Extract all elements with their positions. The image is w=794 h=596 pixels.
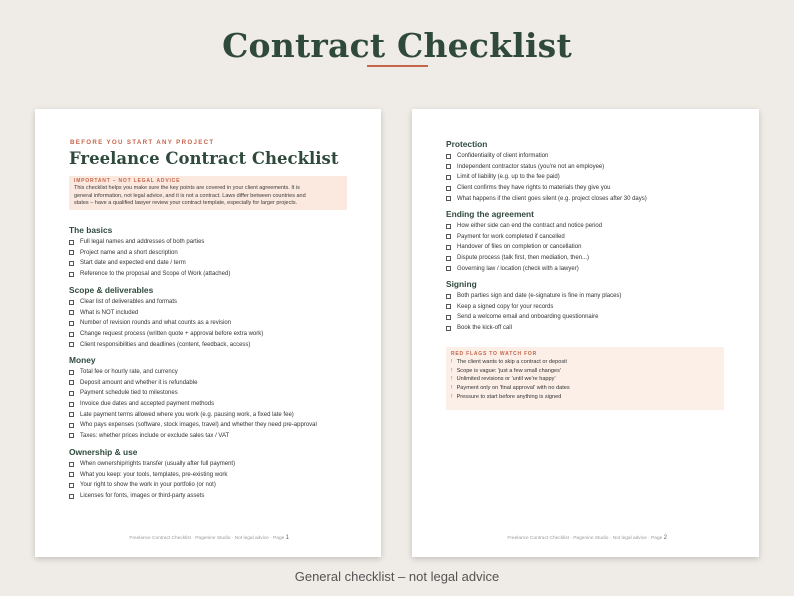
checklist-item[interactable] [446,172,736,183]
item-label: Independent contractor status (you're not an employee) [457,163,605,170]
page-footer [507,535,667,541]
item-label: Invoice due dates and accepted payment methods [80,401,215,408]
section-heading: The basics [69,225,113,235]
red-flag-text: Unlimited revisions or 'until we're happy' [456,376,556,383]
checkbox[interactable] [446,196,451,201]
item-label: Send a welcome email and onboarding questionnaire [457,314,599,321]
checkbox[interactable] [446,326,451,331]
checklist-item[interactable] [446,151,736,162]
section-heading: Ending the agreement [446,209,534,219]
checkbox[interactable] [69,310,74,315]
item-label: Your right to show the work in your portfolio (or not) [80,482,216,489]
red-flag-item [451,367,719,376]
checkbox[interactable] [446,256,451,261]
checklist-item[interactable] [446,302,736,313]
item-label: Client responsibilities and deadlines (content, feedback, access) [80,341,251,348]
item-label: Project name and a short description [80,249,178,256]
notice-line: states – have a qualified lawyer review your contract template, especially for larger projects. [74,200,298,207]
item-label: Full legal names and addresses of both parties [80,239,205,246]
document-title: Freelance Contract Checklist [69,149,339,168]
red-flag-text: Scope is vague: 'just a few small changes' [456,367,561,374]
checkbox[interactable] [69,423,74,428]
checkbox[interactable] [69,433,74,438]
eyebrow-label: BEFORE YOU START ANY PROJECT [70,139,215,146]
item-label: Payment for work completed if cancelled [457,233,565,240]
warning-icon: ! [451,367,453,374]
item-label: Handover of files on completion or cancellation [457,244,582,251]
checkbox[interactable] [69,391,74,396]
section-ending-agreement [446,208,736,274]
footer-text: Freelance Contract Checklist · Pagenine Studio · Not legal advice · Page [129,536,285,541]
section-signing [446,278,736,333]
checklist-item[interactable] [446,232,736,243]
section-heading: Money [69,355,96,365]
item-label: Limit of liability (e.g. up to the fee paid) [457,174,560,181]
section-protection [446,138,736,204]
checklist-item[interactable] [446,183,736,194]
checklist-item[interactable] [69,480,359,491]
checklist-item[interactable] [446,323,736,334]
checklist-item[interactable] [69,248,359,259]
item-label: Reference to the proposal and Scope of Work (attached) [80,271,231,278]
checkbox[interactable] [446,186,451,191]
checklist-item[interactable] [69,399,359,410]
red-flag-item [451,375,719,384]
checkbox[interactable] [446,315,451,320]
red-flag-item [451,384,719,393]
checkbox[interactable] [69,332,74,337]
item-label: Deposit amount and whether it is refundable [80,379,198,386]
warning-icon: ! [451,393,453,400]
warning-icon: ! [451,376,453,383]
checklist-item[interactable] [69,269,359,280]
checklist-item[interactable] [69,491,359,502]
section-ownership-use [69,446,359,501]
red-flags-box [446,347,724,410]
checklist-item[interactable] [69,431,359,442]
red-flag-text: Payment only on 'final approval' with no dates [456,385,570,392]
red-flag-text: Pressure to start before anything is signed [456,393,562,400]
item-label: Book the kick-off call [457,325,512,332]
red-flag-item [451,393,719,402]
notice-label: IMPORTANT – NOT LEGAL ADVICE [74,178,181,184]
section-heading: Signing [446,279,477,289]
checkbox[interactable] [446,224,451,229]
item-label: Dispute process (talk first, then mediation, then...) [457,255,590,262]
notice-body [74,185,342,208]
item-label: What is NOT included [80,309,139,316]
page-footer [129,535,289,541]
checklist-item[interactable] [69,367,359,378]
checklist-item[interactable] [69,329,359,340]
caption: General checklist – not legal advice [294,569,500,584]
item-label: Both parties sign and date (e-signature is fine in many places) [457,293,622,300]
page-title: Contract Checklist [222,26,572,65]
page-number: 2 [663,535,667,541]
title-underline [367,65,428,67]
item-label: Start date and expected end date / term [80,260,186,267]
item-label: What you keep: your tools, templates, pre-existing work [80,471,228,478]
notice-line: This checklist helps you make sure the key points are covered in your client agreements. It is [74,185,300,191]
item-label: Total fee or hourly rate, and currency [80,369,178,376]
document-page-1 [35,109,381,557]
item-label: What happens if the client goes silent (e.g. project closes after 30 days) [457,195,647,202]
red-flag-text: The client wants to skip a contract or deposit [456,359,567,365]
notice-line: general information, not legal advice, and it is not a contract. Laws differ between countries and [74,192,306,199]
section-scope-deliverables [69,284,359,350]
item-label: Change request process (written quote + approval before extra work) [80,331,264,338]
item-label: Licenses for fonts, images or third-party assets [80,493,205,500]
checklist-item[interactable] [69,237,359,248]
item-label: Confidentiality of client information [457,153,549,160]
checkbox[interactable] [69,272,74,277]
checklist-item[interactable] [69,318,359,329]
document-page-2 [412,109,759,557]
checkbox[interactable] [446,304,451,309]
checklist-item[interactable] [446,263,736,274]
item-label: How either side can end the contract and notice period [457,223,603,230]
warning-icon: ! [451,385,453,392]
checklist-item[interactable] [69,258,359,269]
checklist-item[interactable] [69,388,359,399]
checkbox[interactable] [69,412,74,417]
checkbox[interactable] [69,483,74,488]
checkbox[interactable] [69,261,74,266]
legal-notice-box [69,176,347,210]
section-heading: Scope & deliverables [69,285,154,295]
item-label: Number of revision rounds and what counts as a revision [80,320,232,327]
checkbox[interactable] [69,300,74,305]
checkbox[interactable] [446,234,451,239]
item-label: Governing law / location (check with a lawyer) [457,265,579,272]
checklist-item[interactable] [446,193,736,204]
checkbox[interactable] [69,472,74,477]
checklist-item[interactable] [69,409,359,420]
checkbox[interactable] [69,494,74,499]
warning-icon: ! [451,359,453,365]
page-number: 1 [285,535,289,541]
checkbox[interactable] [69,240,74,245]
checkbox[interactable] [446,294,451,299]
item-label: When ownership/rights transfer (usually after full payment) [80,461,236,468]
checklist-item[interactable] [69,470,359,481]
checkbox[interactable] [446,164,451,169]
checklist-item[interactable] [446,162,736,173]
item-label: Late payment terms allowed where you work (e.g. pausing work, a fixed late fee) [80,411,294,418]
item-label: Payment schedule tied to milestones [80,390,178,397]
section-money [69,354,359,441]
section-the-basics [69,224,359,279]
checklist-item[interactable] [69,378,359,389]
checkbox[interactable] [69,321,74,326]
red-flags-label: RED FLAGS TO WATCH FOR [451,351,538,357]
checklist-item[interactable] [69,308,359,319]
checklist-item[interactable] [446,312,736,323]
checkbox[interactable] [446,266,451,271]
item-label: Clear list of deliverables and formats [80,299,178,306]
checkbox[interactable] [69,380,74,385]
item-label: Who pays expenses (software, stock images, travel) and whether they need pre-approval [80,422,317,429]
checkbox[interactable] [69,370,74,375]
checklist-item[interactable] [69,459,359,470]
section-heading: Protection [446,139,488,149]
checklist-item[interactable] [446,242,736,253]
checkbox[interactable] [446,154,451,159]
checkbox[interactable] [69,342,74,347]
checkbox[interactable] [69,250,74,255]
item-label: Keep a signed copy for your records [457,303,554,310]
checklist-item[interactable] [69,420,359,431]
section-heading: Ownership & use [69,447,138,457]
checklist-item[interactable] [446,291,736,302]
item-label: Taxes: whether prices include or exclude sales tax / VAT [80,432,230,439]
checkbox[interactable] [69,402,74,407]
checkbox[interactable] [446,245,451,250]
checklist-item[interactable] [69,297,359,308]
item-label: Client confirms they have rights to materials they give you [457,185,611,192]
checkbox[interactable] [69,462,74,467]
red-flag-item [451,358,719,367]
checklist-item[interactable] [446,253,736,264]
checklist-item[interactable] [446,221,736,232]
checklist-item[interactable] [69,339,359,350]
footer-text: Freelance Contract Checklist · Pagenine Studio · Not legal advice · Page [507,536,663,541]
checkbox[interactable] [446,175,451,180]
